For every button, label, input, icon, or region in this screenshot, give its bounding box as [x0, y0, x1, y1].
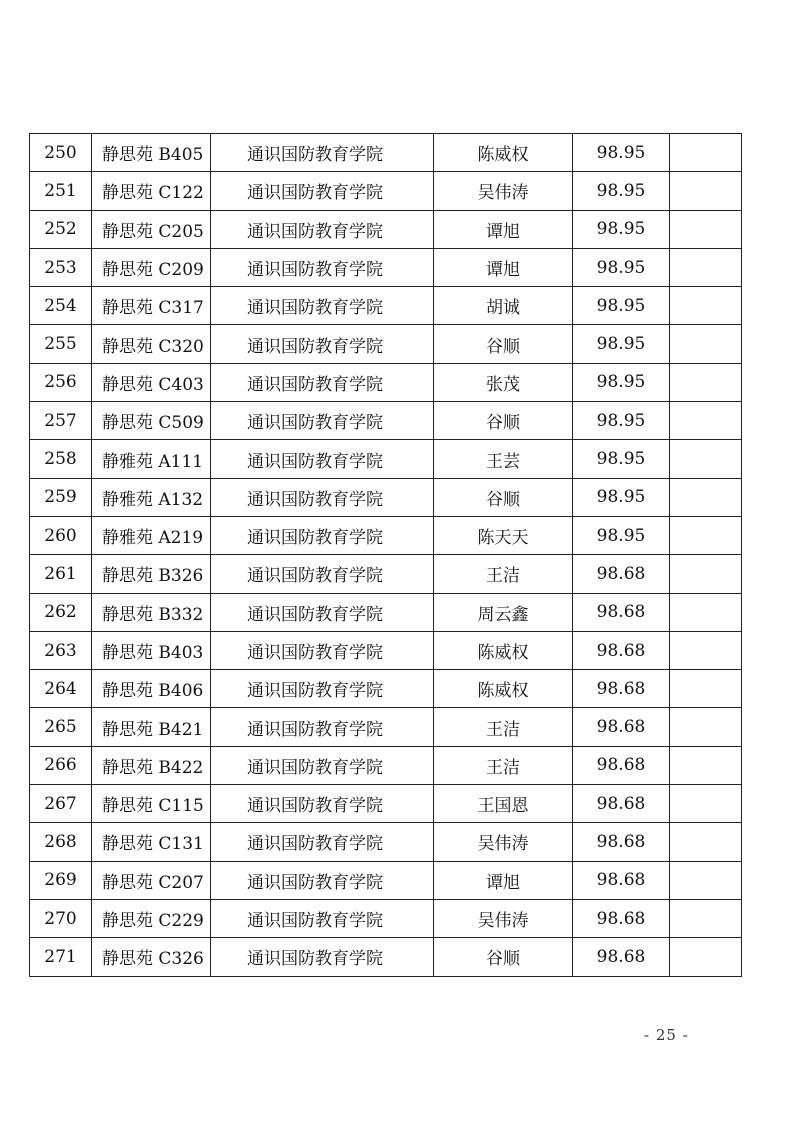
- score-value: 98.95: [573, 402, 670, 440]
- college-name: 通识国防教育学院: [211, 402, 434, 440]
- row-number: 252: [30, 210, 92, 248]
- table-row: [30, 287, 742, 325]
- row-number: 260: [30, 516, 92, 554]
- row-number: 253: [30, 248, 92, 286]
- dorm-room: 静思苑 B405: [92, 134, 211, 172]
- note-cell: [670, 670, 742, 708]
- table-row: [30, 899, 742, 937]
- counselor-name: 谷顺: [434, 938, 573, 976]
- counselor-name: 吴伟涛: [434, 899, 573, 937]
- note-cell: [670, 861, 742, 899]
- college-name: 通识国防教育学院: [211, 708, 434, 746]
- note-cell: [670, 287, 742, 325]
- score-value: 98.68: [573, 938, 670, 976]
- counselor-name: 吴伟涛: [434, 172, 573, 210]
- row-number: 263: [30, 631, 92, 669]
- note-cell: [670, 785, 742, 823]
- counselor-name: 陈威权: [434, 631, 573, 669]
- counselor-name: 吴伟涛: [434, 823, 573, 861]
- note-cell: [670, 248, 742, 286]
- college-name: 通识国防教育学院: [211, 861, 434, 899]
- score-value: 98.68: [573, 631, 670, 669]
- college-name: 通识国防教育学院: [211, 325, 434, 363]
- row-number: 270: [30, 899, 92, 937]
- score-value: 98.68: [573, 785, 670, 823]
- table-row: [30, 785, 742, 823]
- note-cell: [670, 440, 742, 478]
- score-value: 98.95: [573, 363, 670, 401]
- counselor-name: 陈威权: [434, 134, 573, 172]
- dorm-room: 静思苑 C131: [92, 823, 211, 861]
- table-row: [30, 593, 742, 631]
- counselor-name: 王洁: [434, 746, 573, 784]
- row-number: 269: [30, 861, 92, 899]
- dorm-room: 静思苑 C205: [92, 210, 211, 248]
- dorm-room: 静思苑 C403: [92, 363, 211, 401]
- dorm-room: 静思苑 C122: [92, 172, 211, 210]
- table-row: [30, 172, 742, 210]
- dorm-room: 静思苑 B421: [92, 708, 211, 746]
- note-cell: [670, 172, 742, 210]
- note-cell: [670, 631, 742, 669]
- college-name: 通识国防教育学院: [211, 363, 434, 401]
- college-name: 通识国防教育学院: [211, 516, 434, 554]
- college-name: 通识国防教育学院: [211, 746, 434, 784]
- dorm-score-table: [29, 133, 742, 977]
- score-value: 98.68: [573, 555, 670, 593]
- college-name: 通识国防教育学院: [211, 823, 434, 861]
- note-cell: [670, 478, 742, 516]
- score-value: 98.95: [573, 325, 670, 363]
- dorm-room: 静思苑 C229: [92, 899, 211, 937]
- score-value: 98.95: [573, 440, 670, 478]
- score-value: 98.95: [573, 516, 670, 554]
- note-cell: [670, 210, 742, 248]
- note-cell: [670, 325, 742, 363]
- note-cell: [670, 134, 742, 172]
- dorm-room: 静思苑 B403: [92, 631, 211, 669]
- counselor-name: 王洁: [434, 555, 573, 593]
- counselor-name: 谷顺: [434, 478, 573, 516]
- college-name: 通识国防教育学院: [211, 938, 434, 976]
- table-row: [30, 861, 742, 899]
- score-value: 98.95: [573, 478, 670, 516]
- college-name: 通识国防教育学院: [211, 785, 434, 823]
- note-cell: [670, 593, 742, 631]
- score-value: 98.68: [573, 708, 670, 746]
- counselor-name: 王洁: [434, 708, 573, 746]
- row-number: 255: [30, 325, 92, 363]
- dorm-room: 静思苑 B406: [92, 670, 211, 708]
- row-number: 254: [30, 287, 92, 325]
- dorm-room: 静思苑 C509: [92, 402, 211, 440]
- note-cell: [670, 938, 742, 976]
- score-value: 98.95: [573, 210, 670, 248]
- table-row: [30, 478, 742, 516]
- college-name: 通识国防教育学院: [211, 555, 434, 593]
- note-cell: [670, 708, 742, 746]
- table-row: [30, 325, 742, 363]
- college-name: 通识国防教育学院: [211, 478, 434, 516]
- dorm-room: 静思苑 C115: [92, 785, 211, 823]
- score-value: 98.68: [573, 593, 670, 631]
- score-value: 98.68: [573, 746, 670, 784]
- score-value: 98.68: [573, 899, 670, 937]
- row-number: 251: [30, 172, 92, 210]
- note-cell: [670, 899, 742, 937]
- row-number: 258: [30, 440, 92, 478]
- college-name: 通识国防教育学院: [211, 440, 434, 478]
- table-row: [30, 823, 742, 861]
- table-row: [30, 670, 742, 708]
- table-body: [30, 134, 742, 977]
- score-value: 98.95: [573, 134, 670, 172]
- table-row: [30, 708, 742, 746]
- counselor-name: 周云鑫: [434, 593, 573, 631]
- row-number: 266: [30, 746, 92, 784]
- dorm-room: 静思苑 B332: [92, 593, 211, 631]
- counselor-name: 谷顺: [434, 402, 573, 440]
- college-name: 通识国防教育学院: [211, 593, 434, 631]
- table-row: [30, 248, 742, 286]
- row-number: 271: [30, 938, 92, 976]
- college-name: 通识国防教育学院: [211, 670, 434, 708]
- college-name: 通识国防教育学院: [211, 134, 434, 172]
- table-row: [30, 938, 742, 976]
- note-cell: [670, 555, 742, 593]
- dorm-room: 静思苑 C207: [92, 861, 211, 899]
- counselor-name: 王国恩: [434, 785, 573, 823]
- college-name: 通识国防教育学院: [211, 899, 434, 937]
- college-name: 通识国防教育学院: [211, 287, 434, 325]
- table-row: [30, 516, 742, 554]
- row-number: 257: [30, 402, 92, 440]
- counselor-name: 陈威权: [434, 670, 573, 708]
- table-row: [30, 631, 742, 669]
- score-value: 98.68: [573, 823, 670, 861]
- score-value: 98.68: [573, 861, 670, 899]
- row-number: 264: [30, 670, 92, 708]
- dorm-room: 静雅苑 A132: [92, 478, 211, 516]
- table-row: [30, 363, 742, 401]
- score-value: 98.95: [573, 287, 670, 325]
- row-number: 265: [30, 708, 92, 746]
- table-row: [30, 440, 742, 478]
- college-name: 通识国防教育学院: [211, 210, 434, 248]
- counselor-name: 张茂: [434, 363, 573, 401]
- note-cell: [670, 402, 742, 440]
- dorm-room: 静思苑 C317: [92, 287, 211, 325]
- counselor-name: 谭旭: [434, 210, 573, 248]
- dorm-room: 静雅苑 A111: [92, 440, 211, 478]
- row-number: 250: [30, 134, 92, 172]
- dorm-room: 静思苑 B422: [92, 746, 211, 784]
- dorm-room: 静思苑 C326: [92, 938, 211, 976]
- dorm-room: 静思苑 C320: [92, 325, 211, 363]
- dorm-room: 静雅苑 A219: [92, 516, 211, 554]
- counselor-name: 谭旭: [434, 861, 573, 899]
- college-name: 通识国防教育学院: [211, 631, 434, 669]
- note-cell: [670, 363, 742, 401]
- table-row: [30, 746, 742, 784]
- counselor-name: 胡诚: [434, 287, 573, 325]
- row-number: 262: [30, 593, 92, 631]
- note-cell: [670, 746, 742, 784]
- score-value: 98.68: [573, 670, 670, 708]
- table-row: [30, 555, 742, 593]
- college-name: 通识国防教育学院: [211, 248, 434, 286]
- counselor-name: 王芸: [434, 440, 573, 478]
- table-row: [30, 402, 742, 440]
- counselor-name: 陈天天: [434, 516, 573, 554]
- dorm-room: 静思苑 B326: [92, 555, 211, 593]
- row-number: 261: [30, 555, 92, 593]
- note-cell: [670, 516, 742, 554]
- counselor-name: 谷顺: [434, 325, 573, 363]
- table-row: [30, 210, 742, 248]
- page-number: - 25 -: [644, 1026, 689, 1044]
- score-value: 98.95: [573, 248, 670, 286]
- table-row: [30, 134, 742, 172]
- score-value: 98.95: [573, 172, 670, 210]
- counselor-name: 谭旭: [434, 248, 573, 286]
- row-number: 259: [30, 478, 92, 516]
- row-number: 267: [30, 785, 92, 823]
- college-name: 通识国防教育学院: [211, 172, 434, 210]
- row-number: 268: [30, 823, 92, 861]
- dorm-room: 静思苑 C209: [92, 248, 211, 286]
- row-number: 256: [30, 363, 92, 401]
- note-cell: [670, 823, 742, 861]
